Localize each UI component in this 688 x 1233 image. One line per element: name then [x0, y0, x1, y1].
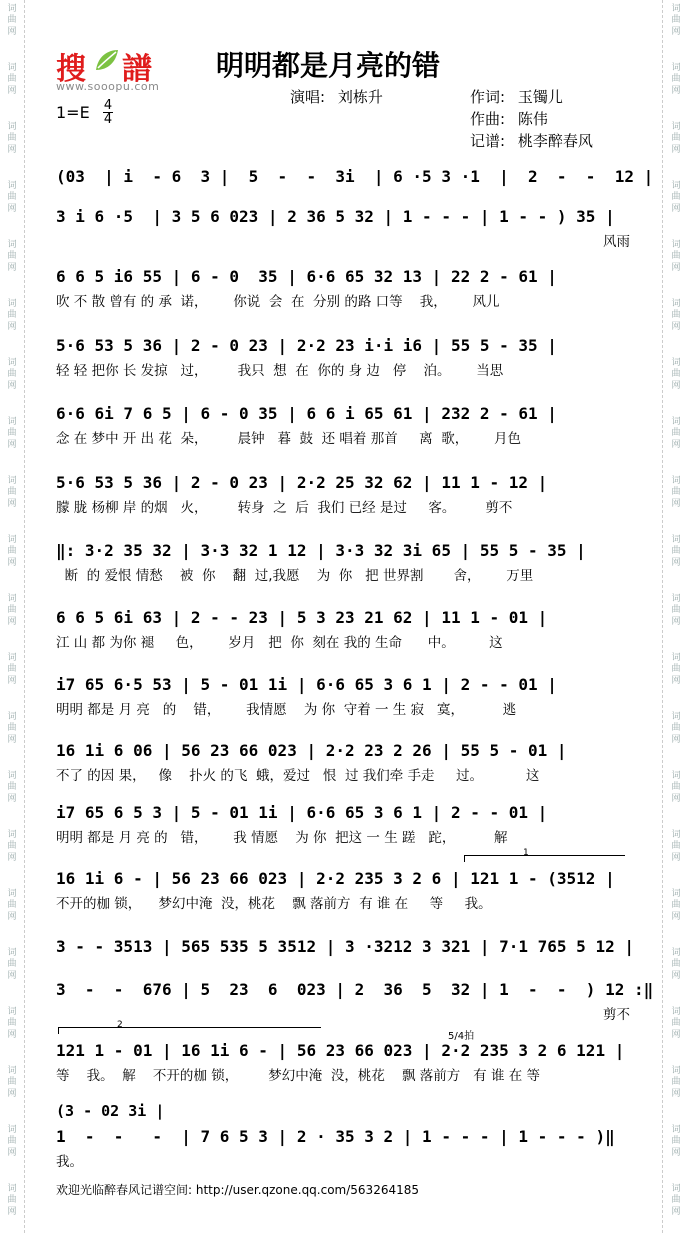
- transcriber-name: 桃李醉春风: [517, 132, 593, 150]
- lyric-line: 断 的 爱恨 情愁 被 你 翻 过,我愿 为 你 把 世界割 舍， 万里: [56, 568, 534, 584]
- watermark-text: 词 曲 网: [7, 889, 17, 922]
- watermark-text: 词 曲 网: [671, 4, 681, 37]
- watermark-text: 词 曲 网: [671, 771, 681, 804]
- singer-label: 演唱:: [290, 88, 326, 106]
- watermark-text: 词 曲 网: [671, 63, 681, 96]
- watermark-text: 词 曲 网: [671, 122, 681, 155]
- composer-line: [470, 108, 548, 129]
- notation-line: 3 i 6 ·5 | 3 5 6 023 | 2 36 5 32 | 1 - - - | 1 - - ) 35 |: [56, 207, 615, 226]
- time-signature: [103, 99, 113, 126]
- site-logo[interactable]: [56, 44, 186, 98]
- watermark-text: 词 曲 网: [671, 889, 681, 922]
- watermark-text: 词 曲 网: [7, 594, 17, 627]
- watermark-text: 词 曲 网: [7, 476, 17, 509]
- lyric-line-end: 风雨: [603, 234, 630, 250]
- song-title: 明明都是月亮的错: [216, 49, 441, 82]
- ending-2-label: 2: [117, 1020, 123, 1030]
- composer-name: 陈伟: [517, 110, 548, 128]
- notation-line: 16 1i 6 06 | 56 23 66 023 | 2·2 23 2 26 | 55 5 - 01 |: [56, 741, 567, 760]
- watermark-text: 词 曲 网: [671, 417, 681, 450]
- notation-line: 3 - - 3513 | 565 535 5 3512 | 3 ·3212 3 321 | 7·1 765 5 12 |: [56, 937, 634, 956]
- ending-2-bracket: [58, 1020, 321, 1034]
- watermark-left: [4, 0, 20, 1233]
- watermark-text: 词 曲 网: [7, 1066, 17, 1099]
- watermark-text: 词 曲 网: [7, 299, 17, 332]
- notation-line: 3 - - 676 | 5 23 6 023 | 2 36 5 32 | 1 - - ) 12 :‖: [56, 980, 654, 999]
- watermark-text: 词 曲 网: [671, 1184, 681, 1217]
- watermark-text: 词 曲 网: [7, 181, 17, 214]
- watermark-text: 词 曲 网: [7, 830, 17, 863]
- singer-line: [290, 86, 383, 107]
- watermark-text: 词 曲 网: [7, 240, 17, 273]
- notation-line: 5·6 53 5 36 | 2 - 0 23 | 2·2 25 32 62 | 11 1 - 12 |: [56, 473, 548, 492]
- ending-1-label: 1: [523, 848, 529, 858]
- watermark-text: 词 曲 网: [7, 4, 17, 37]
- lyric-line: 明明 都是 月 亮 的 错， 我情愿 为 你 守着 一 生 寂 寞， 逃: [56, 702, 517, 718]
- watermark-text: 词 曲 网: [671, 476, 681, 509]
- notation-line: 6 6 5 i6 55 | 6 - 0 35 | 6·6 65 32 13 | 22 2 - 61 |: [56, 267, 557, 286]
- footer-credit[interactable]: 欢迎光临醉春风记谱空间: http://user.qzone.qq.com/563264185: [56, 1183, 420, 1197]
- composer-label: 作曲:: [470, 110, 506, 128]
- lyric-line: 我。: [56, 1154, 83, 1170]
- time-bottom: 4: [103, 112, 113, 127]
- watermark-text: 词 曲 网: [671, 358, 681, 391]
- watermark-text: 词 曲 网: [671, 948, 681, 981]
- watermark-text: 词 曲 网: [7, 948, 17, 981]
- logo-url: www.sooopu.com: [56, 80, 160, 93]
- logo-char-2: 譜: [122, 52, 152, 87]
- watermark-text: 词 曲 网: [671, 1125, 681, 1158]
- lyric-line: 不了 的因 果， 像 扑火 的飞 蛾，爱过 恨 过 我们牵 手走 过。 这: [56, 768, 540, 784]
- watermark-text: 词 曲 网: [671, 1066, 681, 1099]
- notation-line: 1 - - - | 7 6 5 3 | 2 · 35 3 2 | 1 - - - | 1 - - - )‖: [56, 1127, 615, 1146]
- watermark-text: 词 曲 网: [671, 594, 681, 627]
- lyric-line: 吹 不 散 曾有 的 承 诺， 你说 会 在 分别 的路 口等 我， 风儿: [56, 294, 500, 310]
- watermark-text: 词 曲 网: [671, 299, 681, 332]
- notation-line: ‖: 3·2 35 32 | 3·3 32 1 12 | 3·3 32 3i 65 | 55 5 - 35 |: [56, 541, 586, 560]
- transcriber-label: 记谱:: [470, 132, 506, 150]
- pickup-notation: (3 - 02 3i |: [56, 1102, 165, 1120]
- time-top: 4: [103, 98, 113, 113]
- notation-line: 16 1i 6 - | 56 23 66 023 | 2·2 235 3 2 6 | 121 1 - (3512 |: [56, 869, 615, 888]
- watermark-text: 词 曲 网: [7, 1125, 17, 1158]
- watermark-text: 词 曲 网: [7, 122, 17, 155]
- notation-line: 5·6 53 5 36 | 2 - 0 23 | 2·2 23 i·i i6 | 55 5 - 35 |: [56, 336, 557, 355]
- lyricist-label: 作词:: [470, 88, 506, 106]
- watermark-text: 词 曲 网: [7, 771, 17, 804]
- notation-line: 6·6 6i 7 6 5 | 6 - 0 35 | 6 6 i 65 61 | 232 2 - 61 |: [56, 404, 557, 423]
- logo-char-1: 搜: [56, 52, 87, 87]
- lyricist-name: 玉镯儿: [517, 88, 563, 106]
- notation-line: 6 6 5 6i 63 | 2 - - 23 | 5 3 23 21 62 | 11 1 - 01 |: [56, 608, 548, 627]
- watermark-text: 词 曲 网: [671, 830, 681, 863]
- leaf-icon: [94, 48, 120, 72]
- watermark-text: 词 曲 网: [7, 712, 17, 745]
- singer-name: 刘栋升: [337, 88, 383, 106]
- lyric-line: 朦 胧 杨柳 岸 的烟 火， 转身 之 后 我们 已经 是过 客。 剪不: [56, 500, 513, 516]
- ending-1-bracket: [464, 848, 625, 862]
- lyric-line: 江 山 都 为你 褪 色， 岁月 把 你 刻在 我的 生命 中。 这: [56, 635, 503, 651]
- lyric-line-end: 剪不: [603, 1007, 630, 1023]
- watermark-text: 词 曲 网: [7, 417, 17, 450]
- watermark-text: 词 曲 网: [671, 653, 681, 686]
- watermark-text: 词 曲 网: [671, 240, 681, 273]
- watermark-text: 词 曲 网: [7, 653, 17, 686]
- watermark-text: 词 曲 网: [671, 712, 681, 745]
- watermark-right: [668, 0, 684, 1233]
- watermark-text: 词 曲 网: [7, 1184, 17, 1217]
- lyric-line: 轻 轻 把你 长 发掠 过， 我只 想 在 你的 身 边 停 泊。 当思: [56, 363, 504, 379]
- lyric-line: 念 在 梦中 开 出 花 朵， 晨钟 暮 鼓 还 唱着 那首 离 歌， 月色: [56, 431, 521, 447]
- notation-line: 121 1 - 01 | 16 1i 6 - | 56 23 66 023 | 2·2 235 3 2 6 121 |: [56, 1041, 625, 1060]
- lyric-line: 不开的枷 锁， 梦幻中淹 没，桃花 飘 落前方 有 谁 在 等 我。: [56, 896, 492, 912]
- lyric-line: [56, 1005, 630, 1025]
- watermark-text: 词 曲 网: [671, 535, 681, 568]
- lyric-line: [56, 232, 630, 252]
- watermark-text: 词 曲 网: [671, 181, 681, 214]
- lyric-line: 明明 都是 月 亮 的 错， 我 情愿 为 你 把这 一 生 蹉 跎， 解: [56, 830, 508, 846]
- watermark-text: 词 曲 网: [7, 1007, 17, 1040]
- watermark-text: 词 曲 网: [671, 1007, 681, 1040]
- lyricist-line: [470, 86, 563, 107]
- watermark-text: 词 曲 网: [7, 358, 17, 391]
- notation-line: i7 65 6 5 3 | 5 - 01 1i | 6·6 65 3 6 1 | 2 - - 01 |: [56, 803, 548, 822]
- lyric-line: 等 我。 解 不开的枷 锁， 梦幻中淹 没，桃花 飘 落前方 有 谁 在 等: [56, 1068, 541, 1084]
- notation-line: (03 | i - 6 3 | 5 - - 3i | 6 ·5 3 ·1 | 2 - - 12 |: [56, 167, 654, 186]
- watermark-text: 词 曲 网: [7, 535, 17, 568]
- key-signature: 1=E: [56, 103, 90, 122]
- transcriber-line: [470, 130, 593, 151]
- beat-note: 5/4拍: [448, 1031, 475, 1042]
- notation-line: i7 65 6·5 53 | 5 - 01 1i | 6·6 65 3 6 1 | 2 - - 01 |: [56, 675, 557, 694]
- watermark-text: 词 曲 网: [7, 63, 17, 96]
